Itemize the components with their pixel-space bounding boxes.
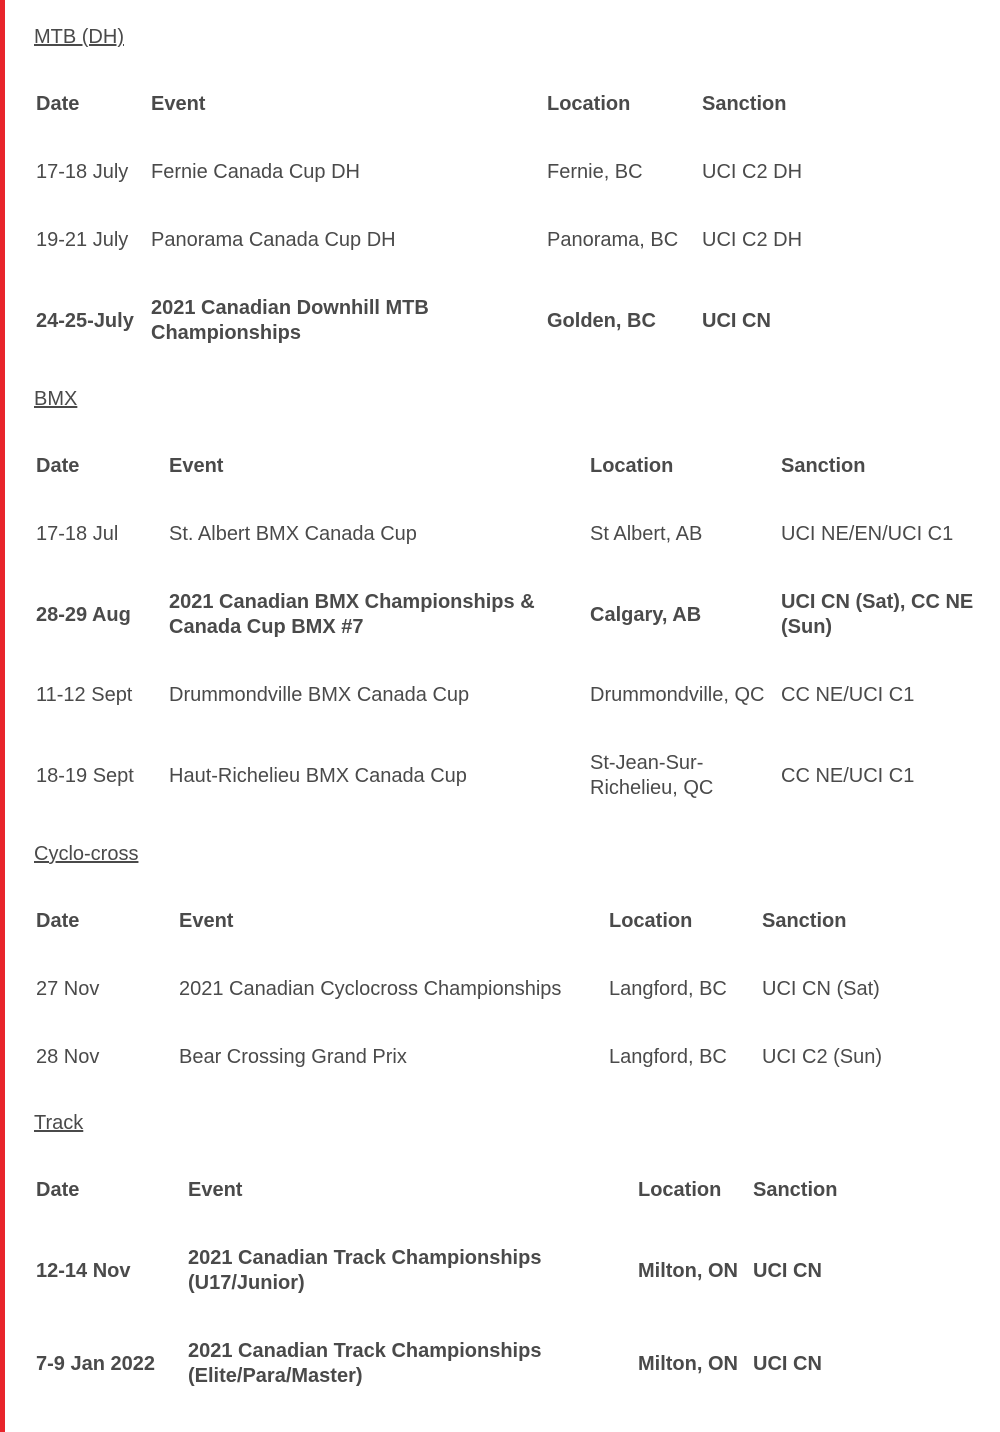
column-header-event: Event xyxy=(179,910,234,932)
cell-location: Langford, BC xyxy=(609,1046,727,1068)
column-header-date: Date xyxy=(36,910,80,932)
cell-sanction: UCI C2 DH xyxy=(702,161,803,183)
table-row xyxy=(0,1045,1000,1070)
cell-event: Haut-Richelieu BMX Canada Cup xyxy=(169,764,467,787)
cell-date: 27 Nov xyxy=(36,978,100,1000)
cell-event: 2021 Canadian Downhill MTB Championships xyxy=(151,297,429,344)
cell-sanction: UCI CN xyxy=(753,1259,822,1282)
cell-location: Milton, ON xyxy=(638,1259,738,1282)
table-row xyxy=(0,751,1000,801)
table-row xyxy=(0,683,1000,708)
table-header-row xyxy=(0,92,1000,117)
column-header-sanction: Sanction xyxy=(781,455,866,477)
table-row xyxy=(0,228,1000,253)
column-header-sanction: Sanction xyxy=(702,93,787,115)
table-row xyxy=(0,1339,1000,1389)
cell-date: 17-18 July xyxy=(36,161,129,183)
cell-event: 2021 Canadian Cyclocross Championships xyxy=(179,978,562,1000)
cell-location: Milton, ON xyxy=(638,1352,738,1375)
column-header-sanction: Sanction xyxy=(753,1179,838,1201)
cell-location: Golden, BC xyxy=(547,309,656,332)
cell-sanction: UCI CN (Sat) xyxy=(762,978,880,1000)
column-header-location: Location xyxy=(590,455,674,477)
column-header-event: Event xyxy=(188,1179,243,1201)
cell-event: 2021 Canadian Track Championships (Elite/Para/Master) xyxy=(188,1340,542,1387)
column-header-location: Location xyxy=(638,1179,722,1201)
cell-location: Panorama, BC xyxy=(547,229,679,251)
column-header-event: Event xyxy=(151,93,206,115)
table-header-row xyxy=(0,909,1000,934)
cell-sanction: UCI C2 (Sun) xyxy=(762,1046,883,1068)
column-header-sanction: Sanction xyxy=(762,910,847,932)
section-heading-track[interactable]: Track xyxy=(34,1112,84,1134)
cell-date: 11-12 Sept xyxy=(36,684,133,706)
cell-location: St Albert, AB xyxy=(590,523,703,545)
section-heading-mtb-dh[interactable]: MTB (DH) xyxy=(34,26,124,48)
left-accent-bar xyxy=(0,0,5,1432)
table-row xyxy=(0,977,1000,1002)
cell-date: 28-29 Aug xyxy=(36,603,131,626)
cell-sanction: UCI CN (Sat), CC NE (Sun) xyxy=(781,591,974,638)
cell-date: 17-18 Jul xyxy=(36,523,119,545)
cell-event: 2021 Canadian Track Championships (U17/Junior) xyxy=(188,1247,542,1294)
column-header-date: Date xyxy=(36,1179,80,1201)
cell-date: 24-25-July xyxy=(36,309,134,332)
column-header-location: Location xyxy=(547,93,631,115)
cell-location: Calgary, AB xyxy=(590,603,702,626)
section-heading-cyclo-cross[interactable]: Cyclo-cross xyxy=(34,843,139,865)
column-header-date: Date xyxy=(36,93,80,115)
cell-event: 2021 Canadian BMX Championships & Canada Cup BMX #7 xyxy=(169,591,535,638)
table-header-row xyxy=(0,454,1000,479)
table-row xyxy=(0,1246,1000,1296)
cell-event: Bear Crossing Grand Prix xyxy=(179,1046,407,1068)
column-header-location: Location xyxy=(609,910,693,932)
column-header-event: Event xyxy=(169,455,224,477)
cell-location: Langford, BC xyxy=(609,978,727,1000)
section-heading-bmx[interactable]: BMX xyxy=(34,388,78,410)
cell-sanction: UCI C2 DH xyxy=(702,229,803,251)
table-row xyxy=(0,160,1000,185)
table-row xyxy=(0,590,1000,640)
cell-date: 7-9 Jan 2022 xyxy=(36,1352,155,1375)
cell-event: Panorama Canada Cup DH xyxy=(151,229,396,251)
cell-sanction: UCI NE/EN/UCI C1 xyxy=(781,523,954,545)
cell-sanction: UCI CN xyxy=(753,1352,822,1375)
cell-date: 18-19 Sept xyxy=(36,764,134,787)
cell-date: 12-14 Nov xyxy=(36,1259,131,1282)
cell-sanction: CC NE/UCI C1 xyxy=(781,684,915,706)
cell-event: St. Albert BMX Canada Cup xyxy=(169,523,417,545)
cell-event: Fernie Canada Cup DH xyxy=(151,161,360,183)
cell-sanction: CC NE/UCI C1 xyxy=(781,764,915,787)
table-row xyxy=(0,296,1000,346)
column-header-date: Date xyxy=(36,455,80,477)
cell-sanction: UCI CN xyxy=(702,309,771,332)
cell-location: St-Jean-Sur-Richelieu, QC xyxy=(590,752,714,799)
cell-date: 28 Nov xyxy=(36,1046,100,1068)
cell-date: 19-21 July xyxy=(36,229,129,251)
table-header-row xyxy=(0,1178,1000,1203)
cell-location: Fernie, BC xyxy=(547,161,643,183)
cell-event: Drummondville BMX Canada Cup xyxy=(169,684,470,706)
cell-location: Drummondville, QC xyxy=(590,684,765,706)
table-row xyxy=(0,522,1000,547)
